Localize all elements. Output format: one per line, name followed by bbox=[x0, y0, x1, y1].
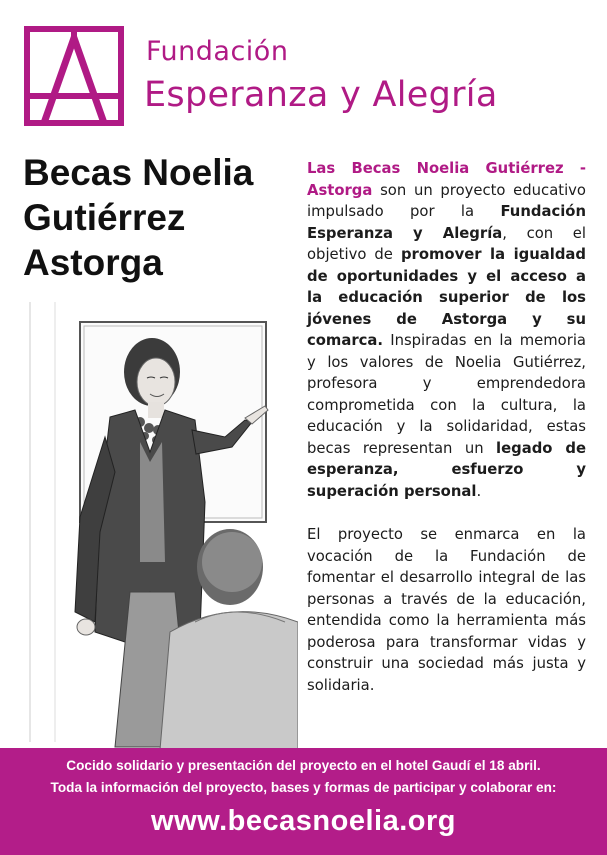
info-text: Toda la información del proyecto, bases y formas de participar y colaborar en: bbox=[50, 780, 557, 795]
org-name-line1: Fundación bbox=[146, 36, 289, 67]
teacher-classroom-illustration bbox=[0, 302, 298, 750]
website-url: www.becasnoelia.org bbox=[151, 805, 456, 837]
letter-a-logo-icon bbox=[24, 26, 124, 126]
event-announcement: Cocido solidario y presentación del proyecto en el hotel Gaudí el 18 abril. bbox=[66, 758, 541, 773]
bold-foundation-name: Fundación Esperanza y Alegría bbox=[307, 203, 586, 242]
bold-legacy: legado de esperanza, esfuerzo y superación personal bbox=[307, 439, 586, 500]
text-segment: son un proyecto educativo impulsado por la bbox=[307, 181, 586, 220]
text-segment: . bbox=[476, 482, 482, 500]
title-line1: Becas Noelia bbox=[23, 152, 254, 193]
text-segment: Inspiradas en la memoria y los valores de Noelia Gutiérrez, profesora y emprendedora comprometida con la cultura, la educación y la solidaridad, estas becas representan un bbox=[307, 332, 586, 457]
title-line3: Astorga bbox=[23, 242, 163, 283]
body-paragraph-1 bbox=[307, 158, 586, 502]
title-line2: Gutiérrez bbox=[23, 197, 186, 238]
text-segment: , con el objetivo de bbox=[307, 224, 586, 263]
body-text bbox=[307, 158, 586, 696]
highlight-project-name: Las Becas Noelia Gutiérrez - Astorga bbox=[307, 160, 586, 199]
bold-objective: promover la igualdad de oportunidades y el acceso a la educación superior de los jóvenes de Astorga y su comarca. bbox=[307, 246, 586, 349]
org-name-line2: Esperanza y Alegría bbox=[144, 75, 498, 115]
footer-band bbox=[0, 748, 607, 855]
body-paragraph-2: El proyecto se enmarca en la vocación de la Fundación de fomentar el desarrollo integral de las personas a través de la educación, entendida como la herramienta más poderosa para transformar vidas y construir una sociedad más justa y solidaria. bbox=[307, 526, 586, 694]
page-title bbox=[23, 150, 293, 285]
